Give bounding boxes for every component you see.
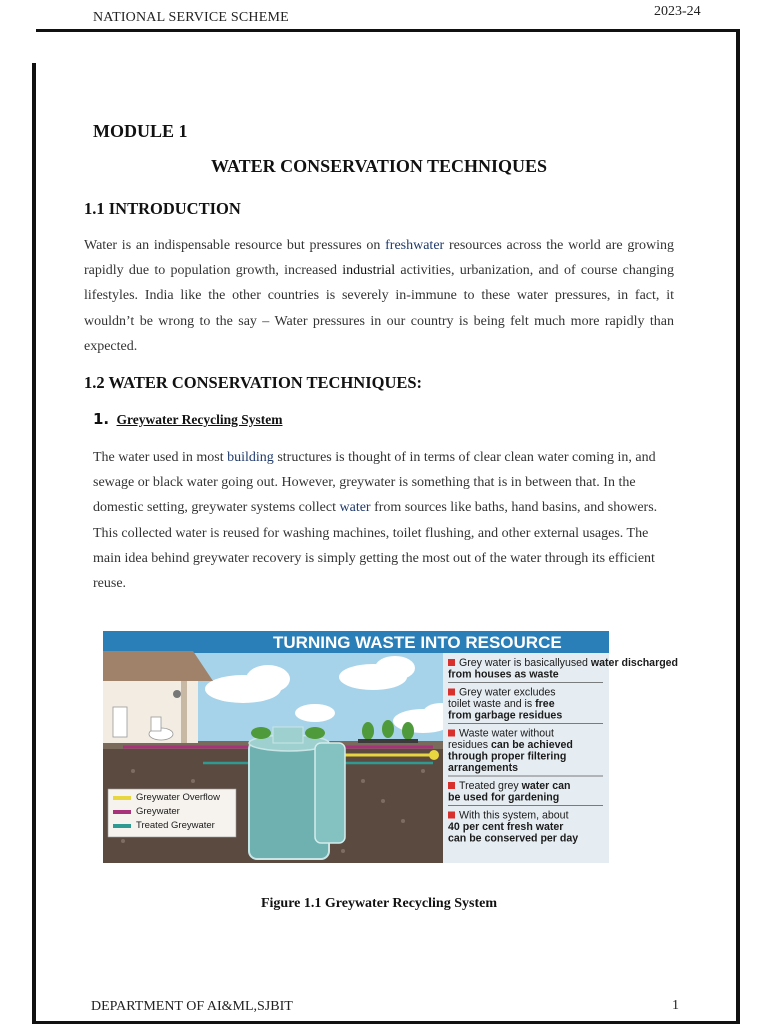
info-text-line	[459, 657, 678, 669]
info-text-segment: free	[535, 698, 555, 710]
header-year: 2023-24	[654, 4, 701, 19]
info-text-segment: from garbage residues	[448, 709, 563, 722]
page-title: WATER CONSERVATION TECHNIQUES	[210, 156, 548, 176]
info-text-segment: With this system, about	[459, 809, 569, 822]
info-text-segment: Waste water without	[459, 727, 554, 740]
info-text-line	[448, 710, 562, 722]
info-text-line	[459, 810, 569, 822]
intro-run: industrial	[342, 263, 396, 279]
info-text-segment: water discharged	[590, 657, 679, 669]
footer-department: DEPARTMENT OF AI&ML,SJBIT	[91, 999, 293, 1014]
bullet-marker	[448, 689, 455, 696]
intro-run: activities, urbanization, and of course changing lifestyles. India like the other countries is severely in-immune to these water pressures, in fact, it wouldn’t be wrong to the say – Water pressures in our country is being felt much more rapidly than expected.	[84, 263, 674, 354]
legend-label: Greywater	[136, 806, 180, 817]
introduction-paragraph	[84, 233, 674, 359]
info-text-line	[448, 739, 573, 751]
legend-swatch	[113, 824, 131, 828]
legend-swatch	[113, 810, 131, 814]
info-text-line	[448, 698, 555, 710]
info-text-line	[448, 833, 578, 845]
info-text-segment: be used for gardening	[448, 791, 560, 804]
legend-label: Treated Greywater	[136, 820, 215, 831]
info-text-line	[448, 821, 563, 833]
info-text-line	[448, 669, 559, 681]
info-text-segment: water can	[521, 780, 571, 792]
greywater-run[interactable]: water	[339, 500, 371, 516]
legend-label: Greywater Overflow	[136, 792, 220, 803]
greywater-paragraph	[93, 445, 673, 596]
section-heading-introduction: 1.1 INTRODUCTION	[84, 199, 241, 218]
info-text-segment: can be achieved	[491, 739, 573, 751]
bullet-marker	[448, 782, 455, 789]
greywater-run: The water used in most	[93, 450, 228, 465]
greywater-run: from sources like baths, hand basins, and showers. This collected water is reused for washing machines, toilet flushing, and other external usages. The main idea behind greywater recovery is simply getting the most out of the water through its efficient reuse.	[93, 500, 658, 592]
info-text-segment: from houses as waste	[448, 668, 559, 681]
page-number: 1	[672, 998, 679, 1013]
intro-run: Water is an indispensable resource but pressures on	[84, 238, 386, 253]
info-text-line	[448, 792, 559, 804]
bullet-marker	[448, 730, 455, 737]
info-text-segment: 40 per cent fresh water	[448, 821, 564, 833]
module-label: MODULE 1	[93, 121, 188, 141]
section-heading-techniques: 1.2 WATER CONSERVATION TECHNIQUES:	[84, 373, 423, 392]
info-text-line	[448, 762, 518, 774]
figure-caption: Figure 1.1 Greywater Recycling System	[260, 896, 497, 911]
info-text-segment: residues	[448, 739, 491, 751]
intro-run[interactable]: freshwater	[385, 238, 445, 253]
subsection-heading	[93, 410, 282, 428]
info-text-segment: arrangements	[448, 762, 519, 774]
info-text-segment: through proper filtering	[448, 750, 567, 763]
intro-run: resources across the world are growing rapidly due to population growth, increased	[84, 238, 674, 279]
subsection-title: Greywater Recycling System	[116, 412, 283, 427]
bullet-marker	[448, 659, 455, 666]
info-text-line	[459, 780, 571, 792]
info-text-segment: used	[564, 657, 591, 669]
info-text-line	[459, 687, 556, 699]
info-text-segment: Treated grey	[459, 780, 522, 792]
greywater-figure	[103, 631, 679, 863]
legend-swatch	[113, 796, 131, 800]
info-text-segment: toilet waste and is	[448, 698, 536, 710]
page-border-gap	[32, 29, 36, 63]
figure-title: TURNING WASTE INTO RESOURCE	[273, 633, 562, 652]
info-text-line	[448, 751, 566, 763]
info-text-line	[459, 728, 554, 740]
header-title: NATIONAL SERVICE SCHEME	[93, 10, 289, 25]
info-text-segment: Grey water excludes	[459, 686, 556, 699]
greywater-run: structures is thought of in terms of clear clean water coming in, and sewage or black water going out. However, greywater is something that is in between that. In the domestic setting, greywater systems collect	[93, 450, 656, 516]
info-text-segment: Grey water is basically	[459, 657, 565, 669]
info-text-segment: can be conserved per day	[448, 832, 579, 845]
subsection-number: 1.	[93, 410, 110, 428]
greywater-run[interactable]: building	[227, 450, 274, 465]
bullet-marker	[448, 812, 455, 819]
